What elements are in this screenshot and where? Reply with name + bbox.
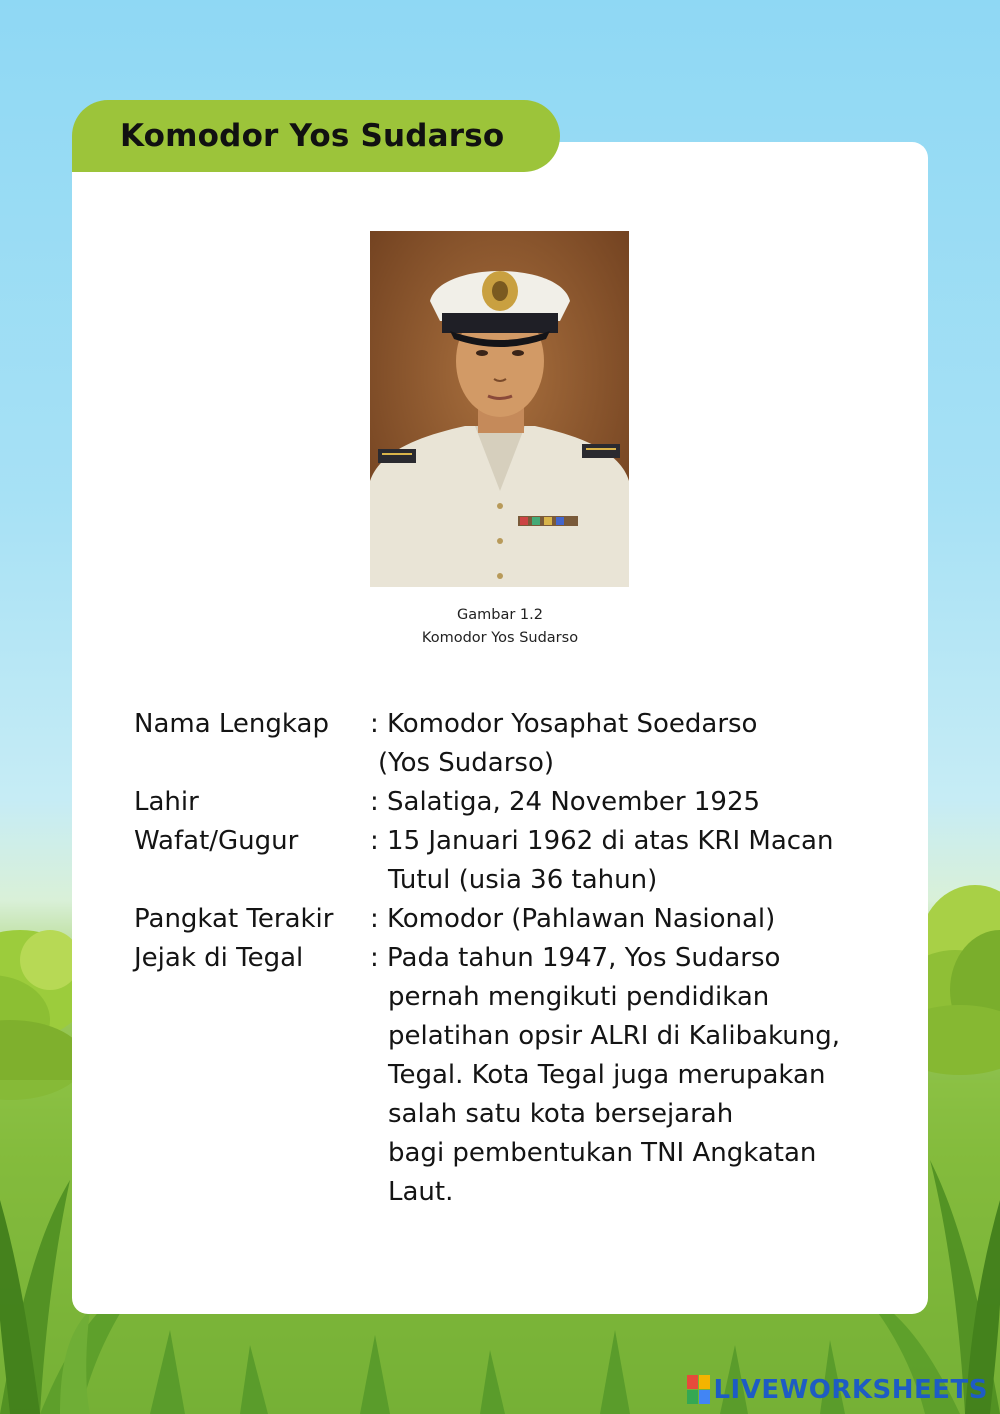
value-jejak-line7: Laut. (388, 1177, 454, 1207)
value-nama-lengkap-alias: (Yos Sudarso) (378, 748, 554, 778)
value-jejak-line3: pelatihan opsir ALRI di Kalibakung, (388, 1021, 841, 1051)
label-jejak: Jejak di Tegal (134, 943, 304, 973)
portrait-image (370, 231, 629, 587)
value-wafat: : 15 Januari 1962 di atas KRI Macan (370, 826, 834, 856)
label-pangkat: Pangkat Terakir (134, 904, 334, 934)
label-nama-lengkap: Nama Lengkap (134, 709, 329, 739)
label-lahir: Lahir (134, 787, 199, 817)
value-jejak-line6: bagi pembentukan TNI Angkatan (388, 1138, 817, 1168)
page-title: Komodor Yos Sudarso (120, 118, 505, 154)
value-wafat-cont: Tutul (usia 36 tahun) (388, 865, 658, 895)
liveworksheets-logo (687, 1372, 988, 1408)
label-wafat: Wafat/Gugur (134, 826, 299, 856)
liveworksheets-icon (687, 1375, 711, 1405)
value-lahir: : Salatiga, 24 November 1925 (370, 787, 761, 817)
value-jejak-line2: pernah mengikuti pendidikan (388, 982, 770, 1012)
value-pangkat: : Komodor (Pahlawan Nasional) (370, 904, 776, 934)
value-nama-lengkap: : Komodor Yosaphat Soedarso (370, 709, 758, 739)
figure-caption-title: Komodor Yos Sudarso (421, 630, 579, 646)
liveworksheets-wordmark: LIVEWORKSHEETS (713, 1375, 988, 1405)
figure-caption-number: Gambar 1.2 (457, 607, 543, 623)
value-jejak-line1: : Pada tahun 1947, Yos Sudarso (370, 943, 781, 973)
value-jejak-line4: Tegal. Kota Tegal juga merupakan (388, 1060, 826, 1090)
value-jejak-line5: salah satu kota bersejarah (388, 1099, 734, 1129)
